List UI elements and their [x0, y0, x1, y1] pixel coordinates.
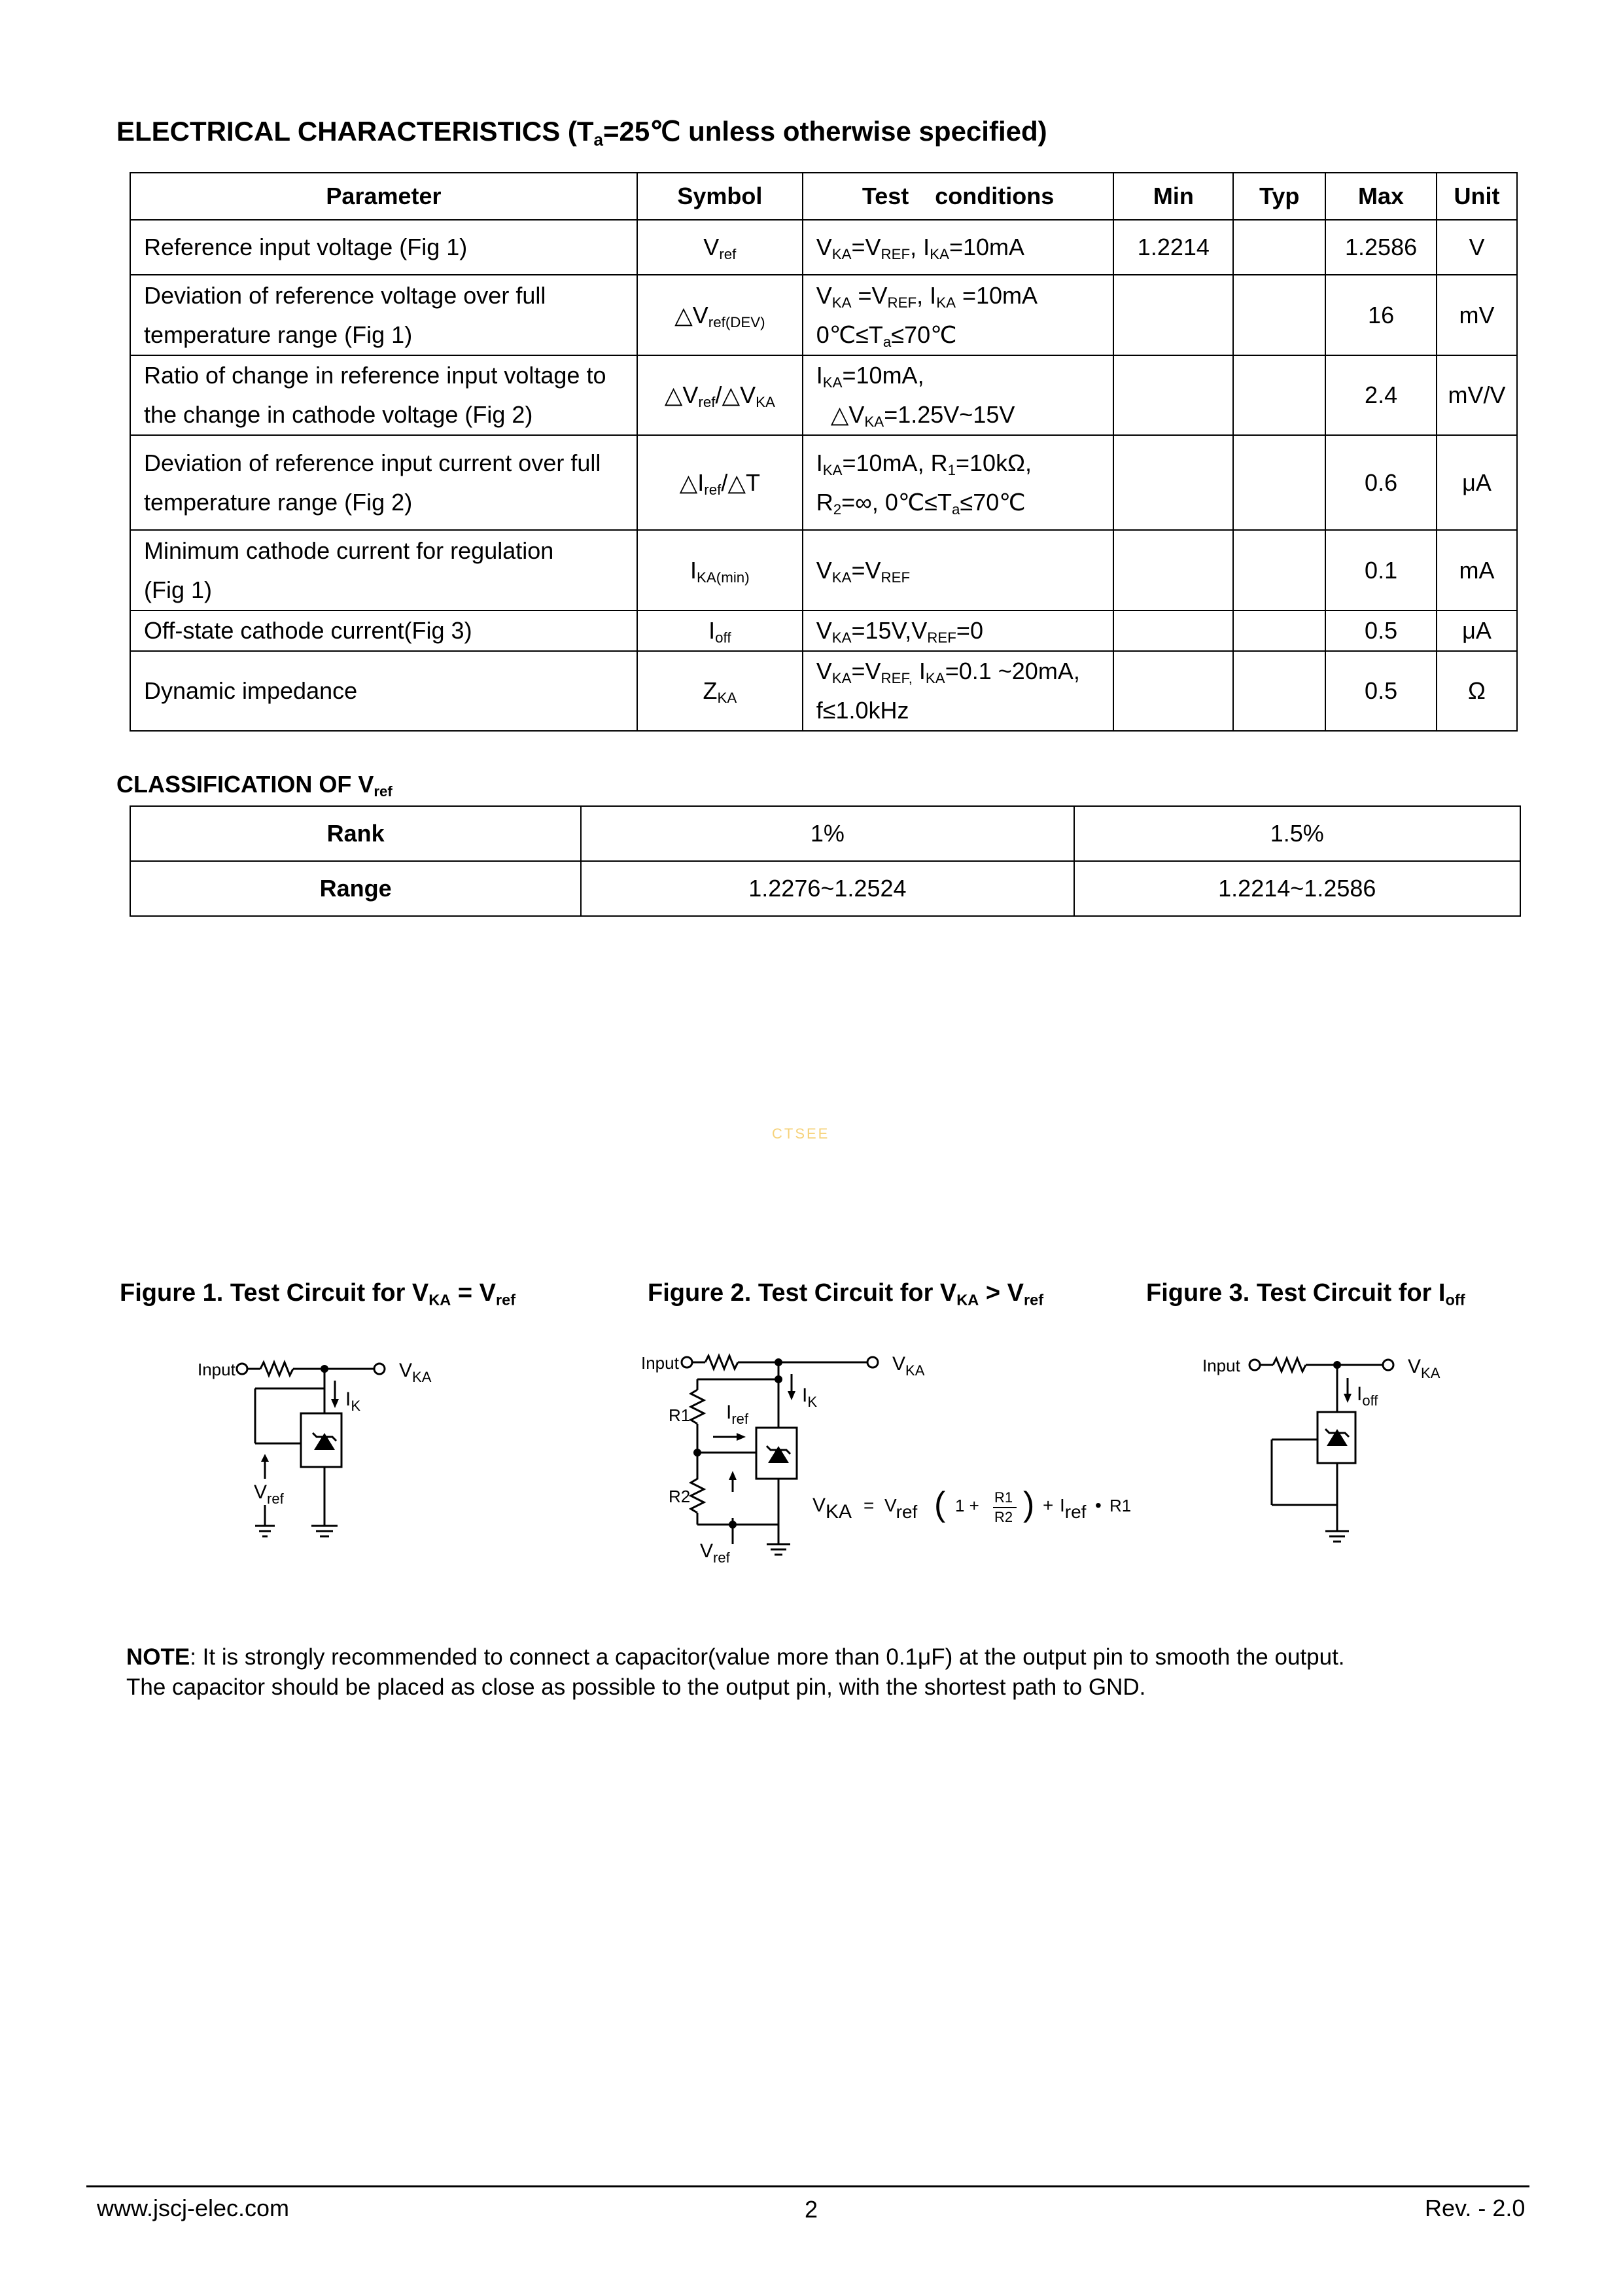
unit-cell: μA — [1437, 435, 1517, 530]
unit-cell: mV — [1437, 275, 1517, 355]
junction-dot — [321, 1365, 328, 1373]
min-cell — [1113, 651, 1233, 731]
svg-text:Vref: Vref — [884, 1495, 918, 1522]
symbol-cell: $\triangle V_{ref}/\triangle V_{KA}$ — [637, 355, 803, 435]
unit-cell: mA — [1437, 530, 1517, 610]
vref-label: $V_{ref}$ — [254, 1481, 284, 1507]
svg-text:+: + — [1043, 1495, 1054, 1515]
col-header-min: Min — [1113, 173, 1233, 220]
ioff-label: $I_{off}$ — [1357, 1383, 1378, 1409]
conditions-cell: $I_{KA}=10mA$, $\triangle V_{KA}=1.25V\sim 15V$ — [803, 355, 1114, 435]
input-label: Input — [641, 1353, 679, 1373]
vka-label: $V_{KA}$ — [399, 1360, 432, 1385]
iref-label: $I_{ref}$ — [726, 1402, 749, 1427]
max-cell: 0.1 — [1325, 530, 1437, 610]
max-cell: 2.4 — [1325, 355, 1437, 435]
zener-diode — [314, 1433, 335, 1450]
vka-equation — [812, 1485, 1131, 1525]
table-row — [130, 861, 1520, 916]
figure-2-circuit — [641, 1348, 1138, 1577]
conditions-cell: $V_{KA}=V_{REF}$ — [803, 530, 1114, 610]
conditions-cell: $V_{KA}=15V,V_{REF}=0$ — [803, 610, 1114, 651]
max-cell: 0.5 — [1325, 651, 1437, 731]
zener-diode — [1327, 1429, 1348, 1446]
section-title: ELECTRICAL CHARACTERISTICS ($T_a=25℃$ unless otherwise specified) — [116, 116, 1047, 150]
page-number: 2 — [805, 2196, 818, 2223]
typ-cell — [1233, 530, 1325, 610]
table-header-row — [130, 173, 1517, 220]
table-row — [130, 355, 1517, 435]
typ-cell — [1233, 275, 1325, 355]
table-row — [130, 530, 1517, 610]
unit-cell: V — [1437, 220, 1517, 275]
input-label: Input — [1202, 1356, 1240, 1375]
min-cell: 1.2214 — [1113, 220, 1233, 275]
unit-cell: mV/V — [1437, 355, 1517, 435]
svg-text:=: = — [864, 1495, 875, 1515]
svg-text:VKA: VKA — [812, 1494, 852, 1523]
range-cell: 1.2214~1.2586 — [1074, 861, 1520, 916]
typ-cell — [1233, 355, 1325, 435]
max-cell: 16 — [1325, 275, 1437, 355]
min-cell — [1113, 275, 1233, 355]
figure-2-title: Figure 2. Test Circuit for $V_{KA} > V_{ref}$ — [648, 1279, 1044, 1309]
typ-cell — [1233, 435, 1325, 530]
unit-cell: μA — [1437, 610, 1517, 651]
vka-label: $V_{KA}$ — [892, 1353, 925, 1379]
symbol-cell: $V_{ref}$ — [637, 220, 803, 275]
table-row — [130, 651, 1517, 731]
col-header-test-conditions: Test conditions — [803, 173, 1114, 220]
svg-text:1 +: 1 + — [955, 1496, 979, 1515]
figure-1-title: Figure 1. Test Circuit for $V_{KA} = V_{ref}$ — [120, 1279, 516, 1309]
typ-cell — [1233, 651, 1325, 731]
table-row — [130, 806, 1520, 861]
symbol-cell: $I_{off}$ — [637, 610, 803, 651]
table-row — [130, 435, 1517, 530]
figure-3-circuit — [1202, 1348, 1477, 1544]
ik-label: $I_K$ — [345, 1388, 361, 1414]
col-header-max: Max — [1325, 173, 1437, 220]
typ-cell — [1233, 610, 1325, 651]
min-cell — [1113, 530, 1233, 610]
symbol-cell: $Z_{KA}$ — [637, 651, 803, 731]
max-cell: 0.6 — [1325, 435, 1437, 530]
symbol-cell: $I_{KA(min)}$ — [637, 530, 803, 610]
param-cell: Minimum cathode current for regulation (Fig 1) — [130, 530, 637, 610]
vref-label: $V_{ref}$ — [700, 1540, 730, 1566]
svg-text:R1: R1 — [994, 1489, 1013, 1506]
rank-label: Rank — [130, 806, 581, 861]
conditions-cell: $V_{KA}=V_{REF,}$ $I_{KA}=0.1$ ~20mA, f≤1.0kHz — [803, 651, 1114, 731]
zener-diode — [768, 1446, 789, 1463]
symbol-cell: $\triangle V_{ref(DEV)}$ — [637, 275, 803, 355]
max-cell: 0.5 — [1325, 610, 1437, 651]
param-cell: Reference input voltage (Fig 1) — [130, 220, 637, 275]
svg-text:R2: R2 — [994, 1509, 1013, 1525]
unit-cell: Ω — [1437, 651, 1517, 731]
figure-1-circuit — [190, 1348, 464, 1551]
param-cell: Deviation of reference voltage over full temperature range (Fig 1) — [130, 275, 637, 355]
footer-divider — [86, 2185, 1529, 2187]
param-cell: Deviation of reference input current over full temperature range (Fig 2) — [130, 435, 637, 530]
svg-text:(: ( — [934, 1485, 946, 1523]
svg-text:•: • — [1095, 1495, 1102, 1515]
table-row — [130, 275, 1517, 355]
classification-title: CLASSIFICATION OF $V_{ref}$ — [116, 771, 393, 800]
revision: Rev. - 2.0 — [1425, 2195, 1526, 2221]
rank-cell: 1.5% — [1074, 806, 1520, 861]
classification-table — [130, 805, 1521, 917]
min-cell — [1113, 355, 1233, 435]
watermark: CTSEE — [772, 1125, 830, 1142]
electrical-characteristics-table — [130, 172, 1518, 732]
footer-website[interactable]: www.jscj-elec.com — [97, 2195, 290, 2221]
param-cell: Ratio of change in reference input voltage to the change in cathode voltage (Fig 2) — [130, 355, 637, 435]
col-header-symbol: Symbol — [637, 173, 803, 220]
param-cell: Off-state cathode current(Fig 3) — [130, 610, 637, 651]
ik-label: $I_K$ — [802, 1385, 818, 1410]
table-row — [130, 220, 1517, 275]
input-label: Input — [198, 1360, 236, 1379]
conditions-cell: $V_{KA}=V_{REF}$, $I_{KA}=10mA$ — [803, 220, 1114, 275]
svg-text:): ) — [1023, 1485, 1035, 1523]
r1-label: R1 — [669, 1405, 691, 1425]
param-cell: Dynamic impedance — [130, 651, 637, 731]
svg-text:Iref: Iref — [1060, 1495, 1087, 1522]
col-header-typ: Typ — [1233, 173, 1325, 220]
range-cell: 1.2276~1.2524 — [581, 861, 1073, 916]
note: NOTE: It is strongly recommended to connect a capacitor(value more than 0.1μF) at the output pin to smooth the output. The capacitor should be placed as close as possible to the output pin, with the shortest path to GND. — [126, 1644, 1345, 1700]
figure-3-title: Figure 3. Test Circuit for $I_{off}$ — [1146, 1279, 1465, 1309]
col-header-parameter: Parameter — [130, 173, 637, 220]
typ-cell — [1233, 220, 1325, 275]
range-label: Range — [130, 861, 581, 916]
max-cell: 1.2586 — [1325, 220, 1437, 275]
r2-label: R2 — [669, 1487, 691, 1506]
rank-cell: 1% — [581, 806, 1073, 861]
min-cell — [1113, 435, 1233, 530]
symbol-cell: $\triangle I_{ref}/\triangle T$ — [637, 435, 803, 530]
vka-label: $V_{KA}$ — [1408, 1356, 1440, 1381]
svg-text:R1: R1 — [1109, 1496, 1132, 1515]
conditions-cell: $I_{KA}=10mA$, $R_1=10k\Omega$, $R_2=\infty$, $0℃\le T_a\le 70℃$ — [803, 435, 1114, 530]
conditions-cell: $V_{KA} =V_{REF}$, $I_{KA} =10mA$ $0℃\le T_a\le 70℃$ — [803, 275, 1114, 355]
table-row — [130, 610, 1517, 651]
col-header-unit: Unit — [1437, 173, 1517, 220]
min-cell — [1113, 610, 1233, 651]
